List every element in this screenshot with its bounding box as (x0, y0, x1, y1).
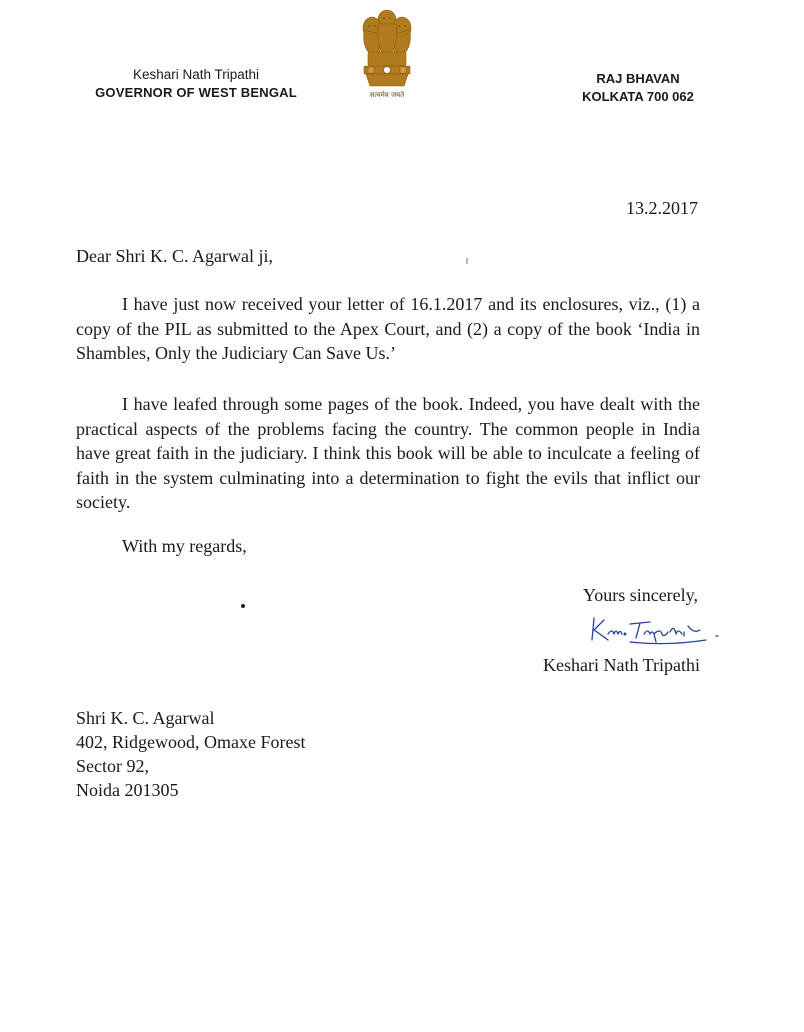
signer-name: Keshari Nath Tripathi (543, 655, 700, 675)
scan-speck (241, 604, 245, 608)
sender-office: GOVERNOR OF WEST BENGAL (95, 85, 297, 100)
sender-name: Keshari Nath Tripathi (132, 67, 260, 82)
address-line: 402, Ridgewood, Omaxe Forest (76, 732, 306, 752)
recipient-address (76, 706, 305, 802)
address-line: Sector 92, (76, 756, 149, 776)
letterhead-sender (76, 66, 316, 102)
letter-date: 13.2.2017 (626, 198, 698, 218)
residence: RAJ BHAVAN (596, 71, 680, 86)
body-paragraph-1: I have just now received your letter of 16.1.2017 and its enclosures, viz., (1) a copy of the PIL as submitted to the Apex Court, and (2) a copy of the book ‘India in Shambles, Only the Judiciary Can Save Us.’ (76, 294, 700, 363)
salutation: Dear Shri K. C. Agarwal ji, (76, 246, 273, 266)
scan-speck (466, 258, 468, 264)
letterhead-address (568, 70, 708, 106)
address-line: Shri K. C. Agarwal (76, 708, 215, 728)
regards-line: With my regards, (122, 536, 247, 556)
emblem-motto: सत्यमेव जयते (369, 91, 405, 99)
state-emblem-icon (352, 6, 422, 104)
city: KOLKATA 700 062 (582, 89, 694, 104)
body-paragraph-2: I have leafed through some pages of the book. Indeed, you have dealt with the practical aspects of the problems facing the country. The common people in India have great faith in the judiciary. I think this book will be able to inculcate a feeling of faith in the system culminating into a determination to fight the evils that inflict our society. (76, 394, 700, 512)
address-line: Noida 201305 (76, 780, 179, 800)
handwritten-signature-icon (588, 612, 738, 648)
closing-line: Yours sincerely, (583, 585, 698, 605)
